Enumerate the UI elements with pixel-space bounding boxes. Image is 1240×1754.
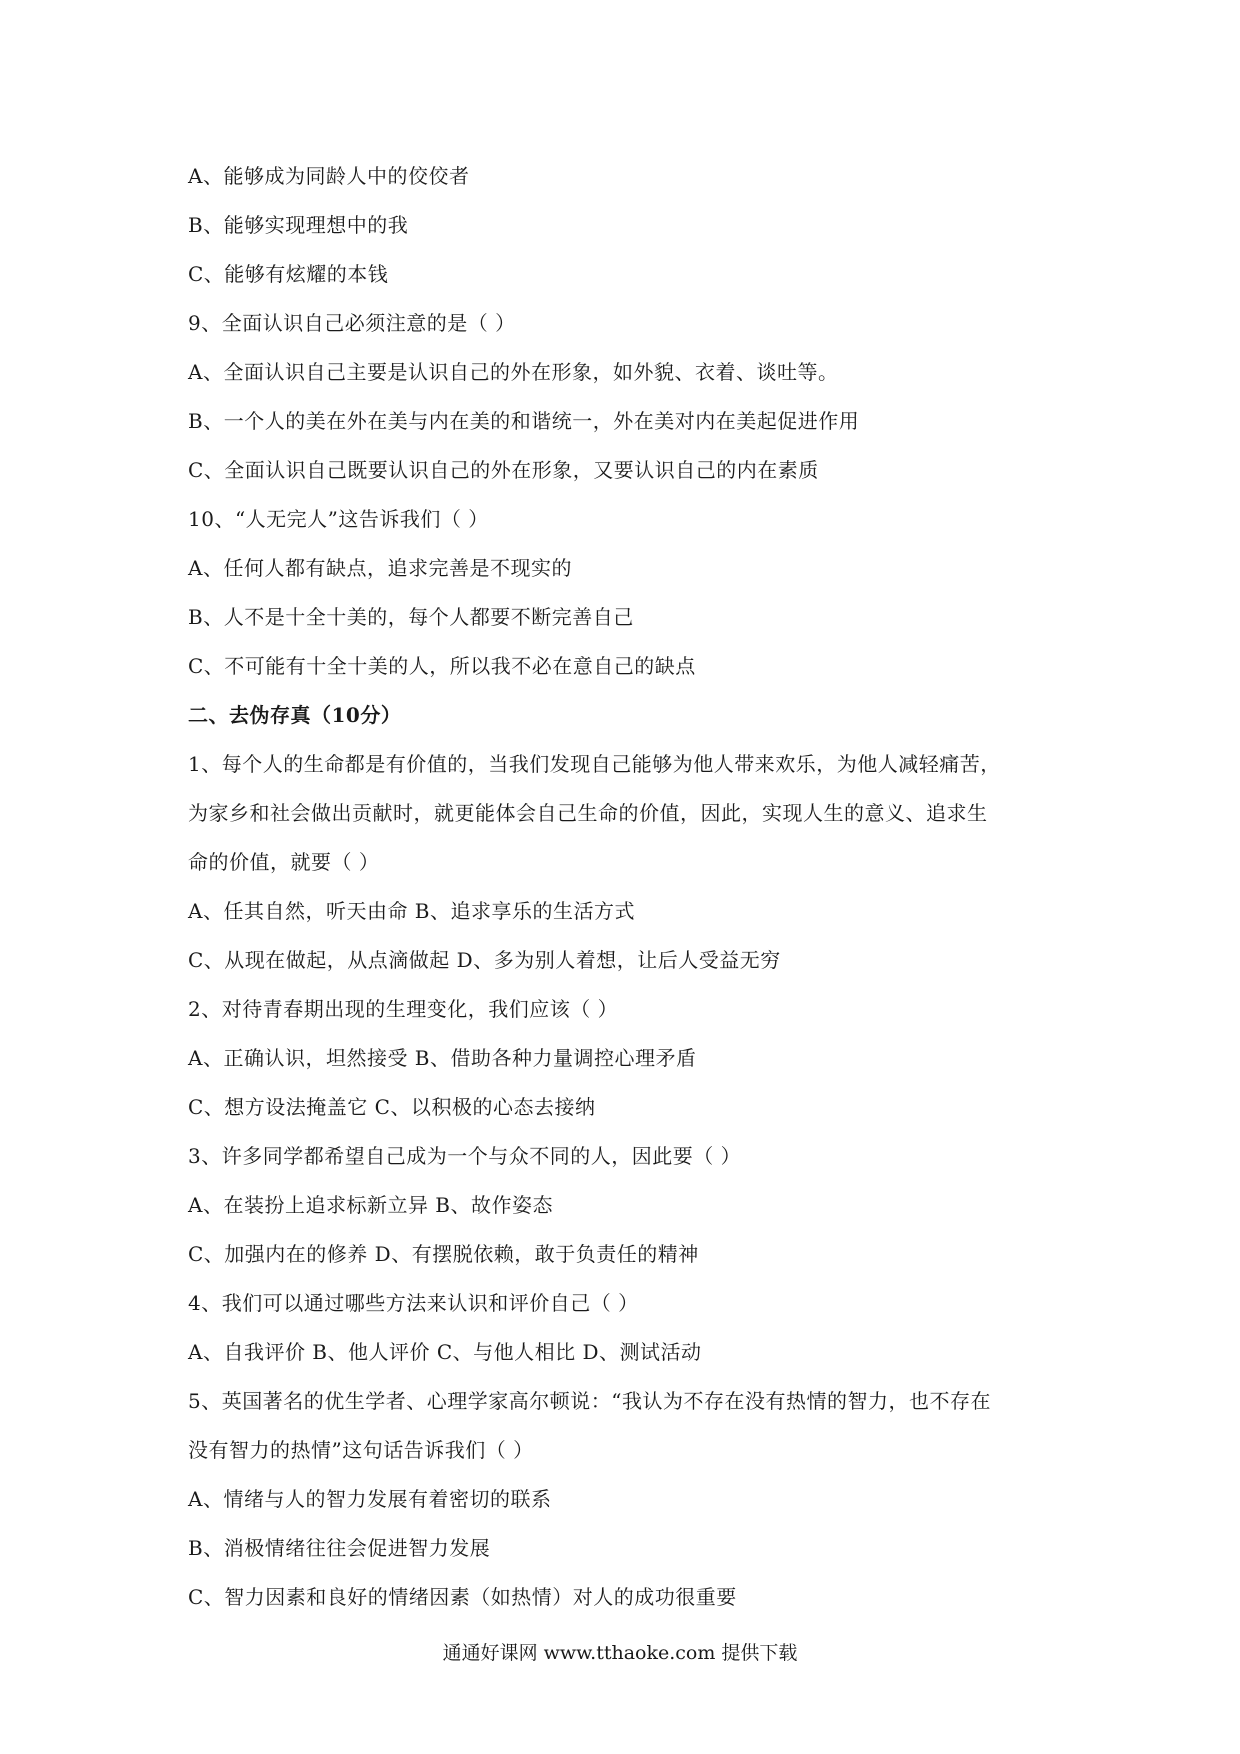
option-line: B、一个人的美在外在美与内在美的和谐统一，外在美对内在美起促进作用 xyxy=(188,409,860,433)
option-line: C、不可能有十全十美的人，所以我不必在意自己的缺点 xyxy=(188,654,696,678)
question-line: 1、每个人的生命都是有价值的，当我们发现自己能够为他人带来欢乐，为他人减轻痛苦， xyxy=(188,752,1001,776)
option-line: A、全面认识自己主要是认识自己的外在形象，如外貌、衣着、谈吐等。 xyxy=(188,360,839,384)
option-line: A、任其自然，听天由命 B、追求享乐的生活方式 xyxy=(188,899,635,923)
option-line: C、从现在做起，从点滴做起 D、多为别人着想，让后人受益无穷 xyxy=(188,948,781,972)
question-line: 5、英国著名的优生学者、心理学家高尔顿说：“我认为不存在没有热情的智力，也不存在 xyxy=(188,1389,991,1413)
option-line: C、能够有炫耀的本钱 xyxy=(188,262,389,286)
option-line: B、人不是十全十美的，每个人都要不断完善自己 xyxy=(188,605,634,629)
page-content xyxy=(188,152,1068,1622)
question-line: 2、对待青春期出现的生理变化，我们应该（ ） xyxy=(188,997,619,1021)
option-line: A、在装扮上追求标新立异 B、故作姿态 xyxy=(188,1193,553,1217)
option-line: A、正确认识，坦然接受 B、借助各种力量调控心理矛盾 xyxy=(188,1046,697,1070)
option-line: A、能够成为同龄人中的佼佼者 xyxy=(188,164,470,188)
option-line: B、能够实现理想中的我 xyxy=(188,213,409,237)
option-line: A、情绪与人的智力发展有着密切的联系 xyxy=(188,1487,552,1511)
question-line: 9、全面认识自己必须注意的是（ ） xyxy=(188,311,516,335)
option-line: C、全面认识自己既要认识自己的外在形象，又要认识自己的内在素质 xyxy=(188,458,819,482)
option-line: C、想方设法掩盖它 C、以积极的心态去接纳 xyxy=(188,1095,596,1119)
section-heading: 二、去伪存真（10分） xyxy=(188,703,402,727)
question-line: 4、我们可以通过哪些方法来认识和评价自己（ ） xyxy=(188,1291,639,1315)
option-line: A、任何人都有缺点，追求完善是不现实的 xyxy=(188,556,572,580)
question-line: 命的价值，就要（ ） xyxy=(188,850,380,874)
page-footer: 通通好课网 www.tthaoke.com 提供下载 xyxy=(442,1642,798,1664)
option-line: C、智力因素和良好的情绪因素（如热情）对人的成功很重要 xyxy=(188,1585,737,1609)
option-line: A、自我评价 B、他人评价 C、与他人相比 D、测试活动 xyxy=(188,1340,702,1364)
question-line: 10、“人无完人”这告诉我们（ ） xyxy=(188,507,489,531)
question-line: 为家乡和社会做出贡献时，就更能体会自己生命的价值，因此，实现人生的意义、追求生 xyxy=(188,801,988,825)
option-line: C、加强内在的修养 D、有摆脱依赖，敢于负责任的精神 xyxy=(188,1242,699,1266)
question-line: 没有智力的热情”这句话告诉我们（ ） xyxy=(188,1438,534,1462)
option-line: B、消极情绪往往会促进智力发展 xyxy=(188,1536,491,1560)
question-line: 3、许多同学都希望自己成为一个与众不同的人，因此要（ ） xyxy=(188,1144,742,1168)
